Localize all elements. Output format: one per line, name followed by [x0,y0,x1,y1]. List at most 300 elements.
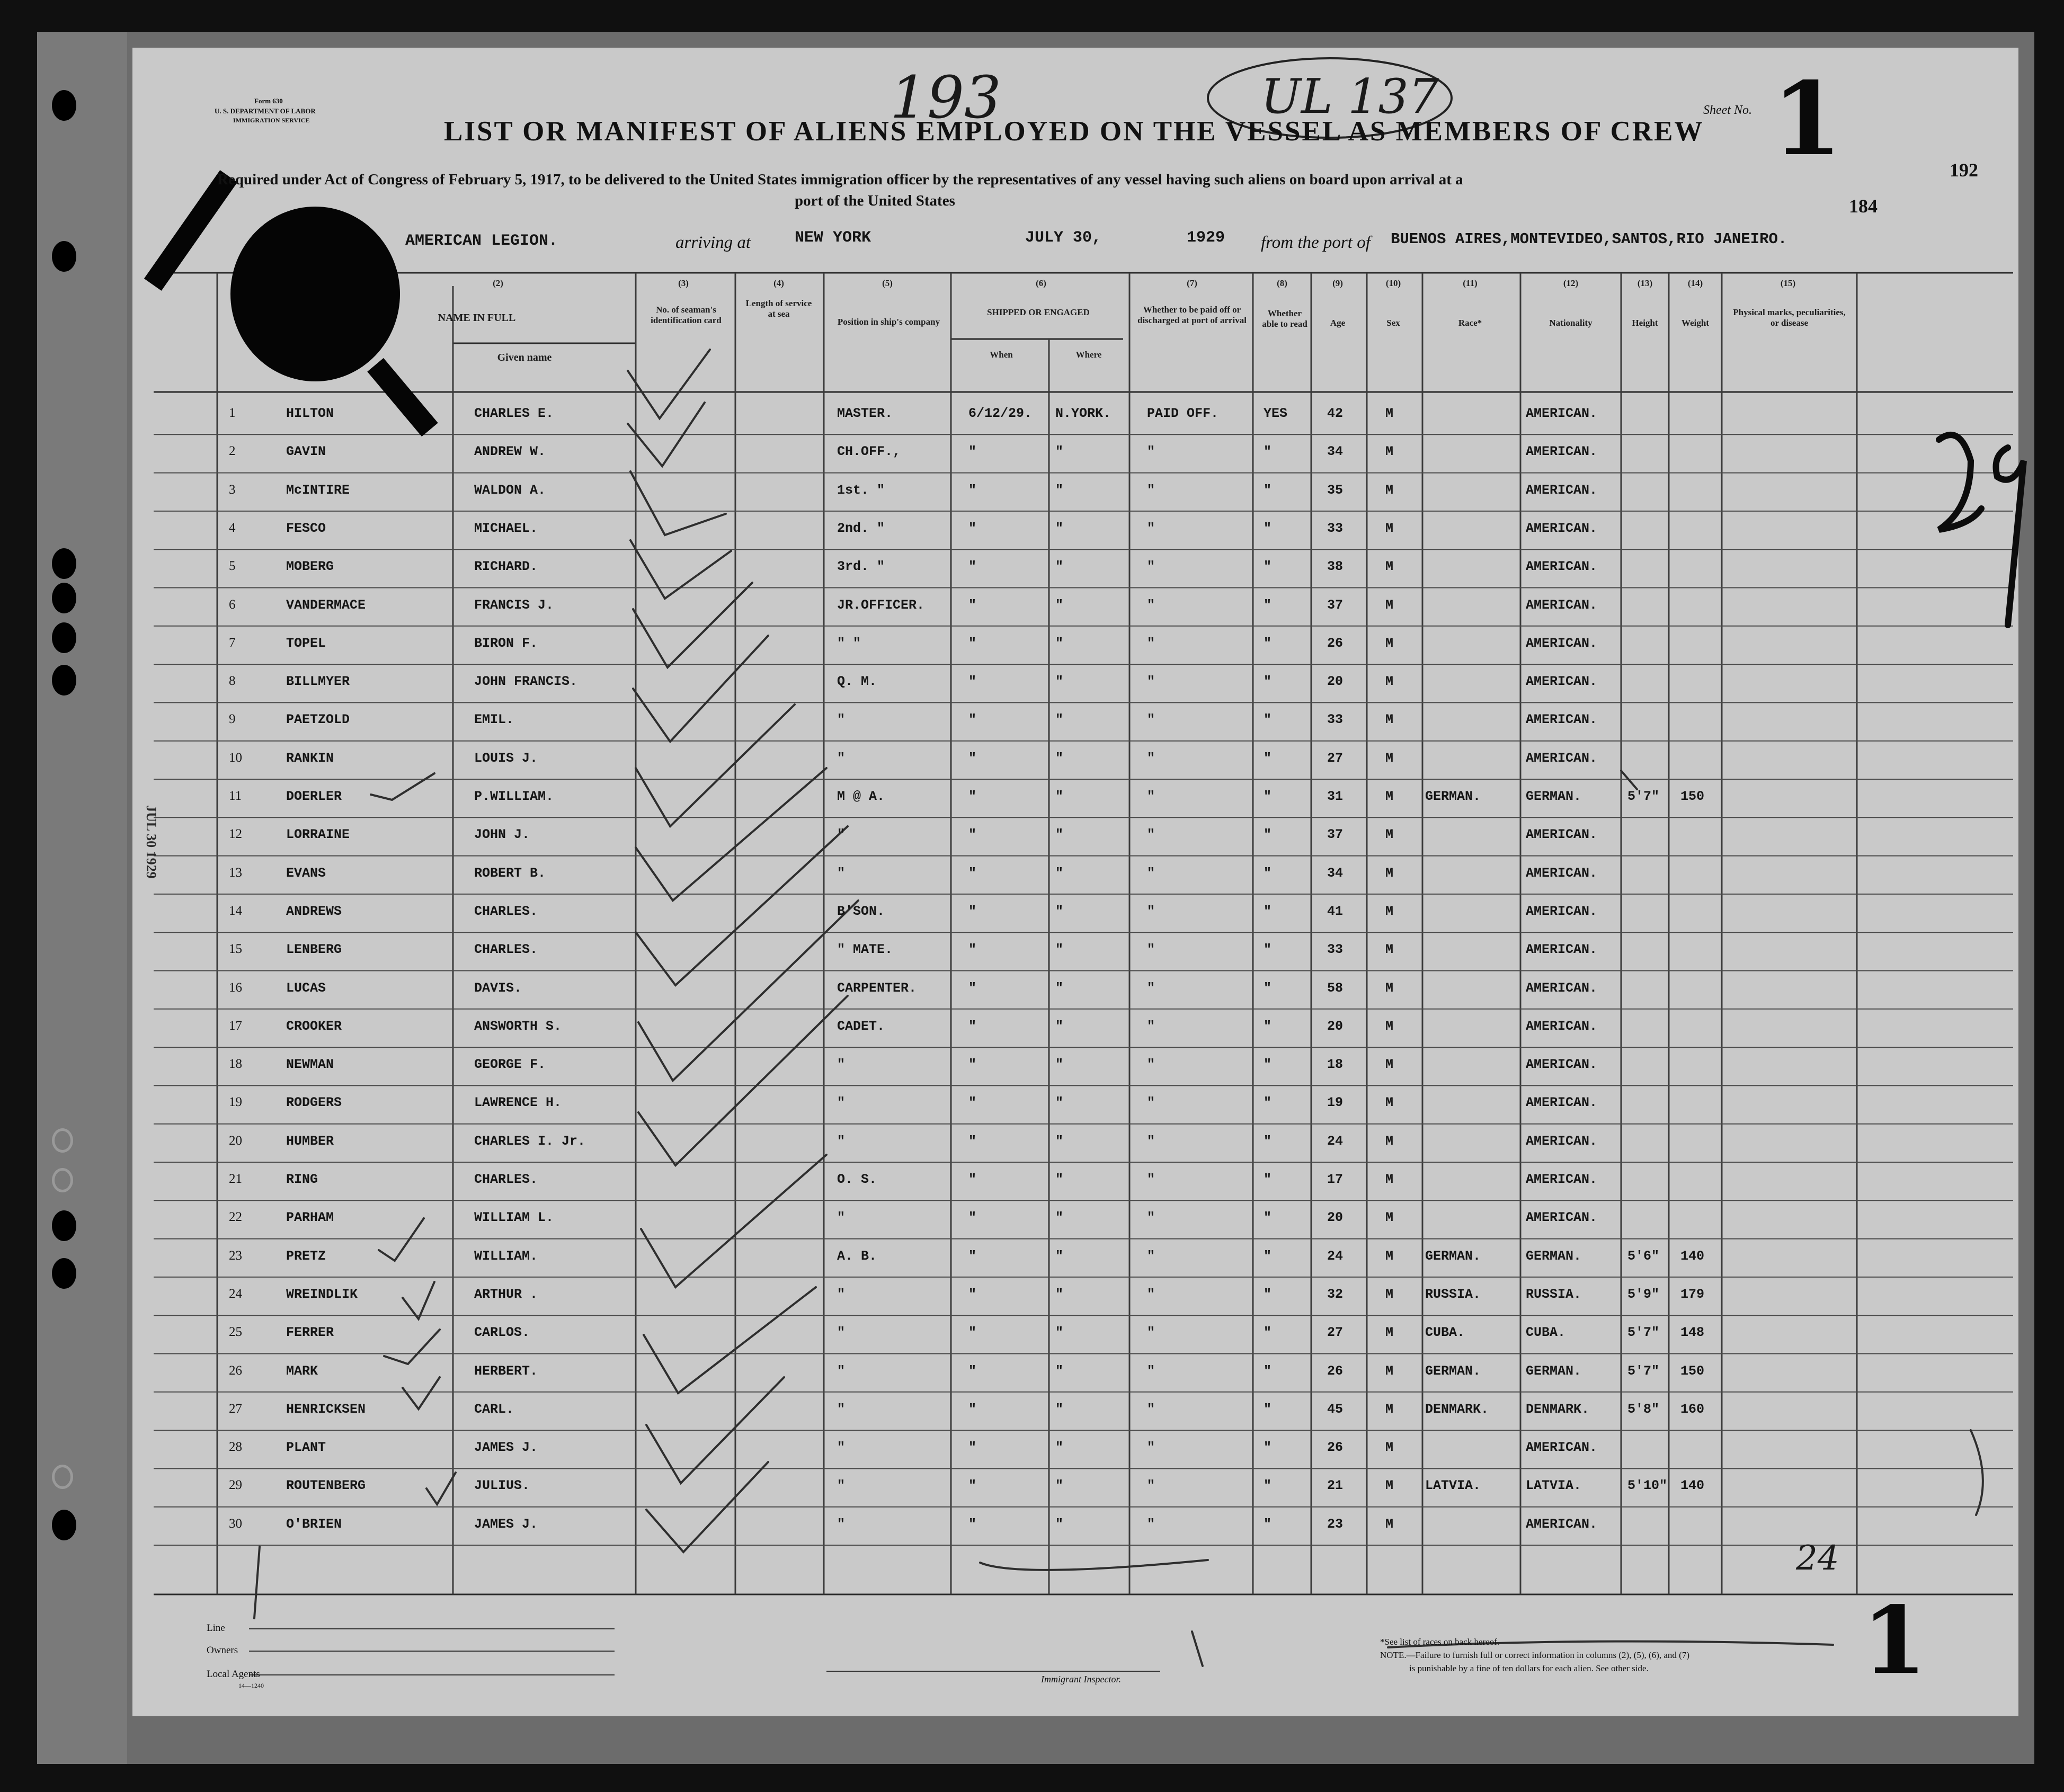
position: A. B. [837,1248,877,1264]
shipped-where: " [1055,1516,1064,1532]
nationality: AMERICAN. [1526,865,1598,881]
wax-seal [230,207,400,381]
given-name: JULIUS. [474,1478,530,1494]
paid-off: " [1147,482,1155,498]
age: 34 [1327,865,1344,881]
position: " [837,1516,846,1532]
shipped-when: " [968,1248,977,1264]
able-to-read: " [1264,1057,1272,1073]
age: 27 [1327,750,1344,766]
able-to-read: " [1264,1248,1272,1264]
shipped-where: " [1055,1286,1064,1302]
shipped-where: " [1055,903,1064,919]
sex: M [1385,750,1394,766]
form-number: Form 630 [254,97,283,105]
given-name: JAMES J. [474,1440,538,1456]
family-name: ROUTENBERG [286,1478,366,1494]
family-name: EVANS [286,865,326,881]
col-15-header: Physical marks, peculiarities, or disease [1733,307,1846,328]
subtitle-line-1: Required under Act of Congress of February 5, 1917, to be delivered to the United States immigration officer by the representatives of any vessel having such aliens on board upon arrival at a [217,171,1463,188]
nationality: AMERICAN. [1526,1095,1598,1111]
shipped-where: " [1055,1363,1064,1379]
row-number: 25 [229,1325,242,1340]
position: " MATE. [837,942,893,958]
col-7-number: (7) [1187,278,1197,288]
able-to-read: " [1264,1172,1272,1187]
paid-off: " [1147,1363,1155,1379]
row-number: 3 [229,482,236,497]
paid-off: " [1147,597,1155,613]
shipped-when: " [968,1478,977,1494]
given-name: LOUIS J. [474,750,538,766]
age: 26 [1327,1363,1344,1379]
able-to-read: " [1264,942,1272,958]
age: 20 [1327,1018,1344,1034]
shipped-where: " [1055,942,1064,958]
able-to-read: " [1264,903,1272,919]
shipped-when: " [968,559,977,575]
date-stamp: JUL 30 1929 [144,805,159,879]
shipped-where: " [1055,827,1064,843]
height: 5'8" [1627,1401,1660,1417]
row-number: 28 [229,1440,242,1455]
age: 21 [1327,1478,1344,1494]
row-number: 30 [229,1516,242,1531]
family-name: RODGERS [286,1095,342,1111]
col-13-header: Height [1632,318,1658,328]
family-name: FESCO [286,520,326,536]
row-number: 6 [229,597,236,612]
weight: 150 [1680,1363,1705,1379]
col-8-header: Whether able to read [1262,308,1307,329]
shipped-where: " [1055,1440,1064,1456]
position: " [837,1325,846,1341]
shipped-when: " [968,1325,977,1341]
row-number: 18 [229,1057,242,1072]
given-name: JAMES J. [474,1516,538,1532]
able-to-read: " [1264,827,1272,843]
race: CUBA. [1425,1325,1465,1341]
height: 5'7" [1627,1363,1660,1379]
shipped-when: " [968,1363,977,1379]
sex: M [1385,1133,1394,1149]
given-name: WILLIAM. [474,1248,538,1264]
family-name: NEWMAN [286,1057,334,1073]
nationality: AMERICAN. [1526,520,1598,536]
shipped-where: " [1055,520,1064,536]
paid-off: " [1147,1478,1155,1494]
col-10-number: (10) [1385,278,1401,288]
height: 5'7" [1627,789,1660,804]
shipped-where: N.YORK. [1055,406,1111,421]
family-name: RANKIN [286,750,334,766]
age: 34 [1327,444,1344,460]
weight: 179 [1680,1286,1705,1302]
paid-off: " [1147,942,1155,958]
able-to-read: " [1264,444,1272,460]
given-name: EMIL. [474,712,514,728]
paid-off: " [1147,1057,1155,1073]
paid-off: " [1147,1325,1155,1341]
sex: M [1385,597,1394,613]
nationality: DENMARK. [1526,1401,1590,1417]
paid-off: " [1147,520,1155,536]
able-to-read: " [1264,1516,1272,1532]
sex: M [1385,674,1394,690]
position: " [837,1286,846,1302]
given-name: CHARLES. [474,942,538,958]
family-name: LENBERG [286,942,342,958]
given-name: P.WILLIAM. [474,789,554,804]
paid-off: " [1147,1286,1155,1302]
position: " [837,1401,846,1417]
nationality: AMERICAN. [1526,482,1598,498]
nationality: AMERICAN. [1526,903,1598,919]
position: " [837,1133,846,1149]
sex: M [1385,903,1394,919]
able-to-read: " [1264,789,1272,804]
nationality: AMERICAN. [1526,750,1598,766]
age: 37 [1327,597,1344,613]
nationality: AMERICAN. [1526,1440,1598,1456]
shipped-when: " [968,444,977,460]
paid-off: " [1147,789,1155,804]
shipped-where: " [1055,597,1064,613]
nationality: AMERICAN. [1526,712,1598,728]
given-name: GEORGE F. [474,1057,546,1073]
able-to-read: " [1264,1210,1272,1226]
shipped-when: " [968,1516,977,1532]
row-number: 12 [229,827,242,842]
position: CH.OFF., [837,444,901,460]
row-number: 2 [229,444,236,459]
subtitle-line-2: port of the United States [795,192,955,209]
able-to-read: " [1264,1286,1272,1302]
sex: M [1385,980,1394,996]
sex: M [1385,1440,1394,1456]
race: RUSSIA. [1425,1286,1481,1302]
able-to-read: " [1264,865,1272,881]
paid-off: " [1147,1401,1155,1417]
family-name: HUMBER [286,1133,334,1149]
col-12-number: (12) [1563,278,1579,288]
family-name: BILLMYER [286,674,350,690]
given-name: CHARLES E. [474,406,554,421]
paid-off: " [1147,559,1155,575]
weight: 140 [1680,1248,1705,1264]
shipped-where: " [1055,482,1064,498]
given-name: ANDREW W. [474,444,546,460]
races-note: *See list of races on back hereof. [1380,1637,1500,1647]
able-to-read: " [1264,520,1272,536]
paid-off: " [1147,750,1155,766]
age: 24 [1327,1133,1344,1149]
given-name: CHARLES. [474,903,538,919]
row-number: 11 [229,789,242,803]
position: 2nd. " [837,520,885,536]
position: " [837,1210,846,1226]
age: 33 [1327,520,1344,536]
family-name: FERRER [286,1325,334,1341]
given-name: JOHN J. [474,827,530,843]
department: U. S. DEPARTMENT OF LABOR [215,107,316,115]
shipped-when: 6/12/29. [968,406,1033,421]
shipped-when: " [968,1210,977,1226]
sex: M [1385,1286,1394,1302]
col-14-header: Weight [1682,318,1709,328]
shipped-where: " [1055,980,1064,996]
col-9-header: Age [1330,318,1346,328]
sheet-label: Sheet No. [1703,103,1752,117]
col-3-number: (3) [678,278,689,288]
shipped-where: " [1055,865,1064,881]
age: 26 [1327,635,1344,651]
family-name: PRETZ [286,1248,326,1264]
shipped-where: " [1055,559,1064,575]
position: M @ A. [837,789,885,804]
shipped-when: " [968,1095,977,1111]
able-to-read: " [1264,1133,1272,1149]
nationality: AMERICAN. [1526,1210,1598,1226]
shipped-when: " [968,1018,977,1034]
handwritten-code: UL 137 [1261,69,1439,124]
shipped-when: " [968,674,977,690]
given-name: CHARLES I. Jr. [474,1133,586,1149]
handwritten-number: 193 [890,64,1001,131]
sex: M [1385,520,1394,536]
shipped-where: " [1055,1401,1064,1417]
family-name: WREINDLIK [286,1286,358,1302]
able-to-read: YES [1264,406,1288,421]
nationality: AMERICAN. [1526,1516,1598,1532]
given-name: RICHARD. [474,559,538,575]
nationality: RUSSIA. [1526,1286,1582,1302]
nationality: AMERICAN. [1526,942,1598,958]
family-name: HENRICKSEN [286,1401,366,1417]
paid-off: " [1147,1018,1155,1034]
handwritten-tally: 24 [1796,1539,1839,1578]
row-number: 13 [229,865,242,880]
sex: M [1385,1401,1394,1417]
able-to-read: " [1264,980,1272,996]
position: O. S. [837,1172,877,1187]
shipped-where: " [1055,1172,1064,1187]
row-number: 23 [229,1248,242,1263]
weight: 148 [1680,1325,1705,1341]
position: 1st. " [837,482,885,498]
position: " [837,712,846,728]
nationality: LATVIA. [1526,1478,1582,1494]
margin-number-192: 192 [1950,159,1978,181]
row-number: 7 [229,635,236,650]
race: GERMAN. [1425,1248,1481,1264]
family-name: GAVIN [286,444,326,460]
row-number: 16 [229,980,242,995]
age: 20 [1327,674,1344,690]
paid-off: " [1147,635,1155,651]
paid-off: " [1147,1095,1155,1111]
shipped-where: " [1055,674,1064,690]
nationality: AMERICAN. [1526,444,1598,460]
nationality: AMERICAN. [1526,635,1598,651]
col-7-header: Whether to be paid off or discharged at port of arrival [1137,305,1247,325]
col-11-header: Race* [1458,318,1482,328]
row-number: 19 [229,1095,242,1110]
row-number: 22 [229,1210,242,1225]
able-to-read: " [1264,1401,1272,1417]
age: 35 [1327,482,1344,498]
given-name: ANSWORTH S. [474,1018,562,1034]
shipped-where: " [1055,1133,1064,1149]
able-to-read: " [1264,482,1272,498]
col-4-number: (4) [773,278,784,288]
age: 58 [1327,980,1344,996]
shipped-when: " [968,1172,977,1187]
family-name: TOPEL [286,635,326,651]
row-number: 17 [229,1018,242,1033]
col-2-number: (2) [493,278,503,288]
race: DENMARK. [1425,1401,1489,1417]
shipped-where: " [1055,1325,1064,1341]
col-4-header: Length of service at sea [745,298,812,319]
shipped-where: " [1055,750,1064,766]
nationality: GERMAN. [1526,789,1582,804]
nationality: AMERICAN. [1526,1172,1598,1187]
given-name: ARTHUR . [474,1286,538,1302]
age: 33 [1327,712,1344,728]
family-name: RING [286,1172,318,1187]
shipped-where: " [1055,1018,1064,1034]
position: " [837,865,846,881]
sex: M [1385,444,1394,460]
row-number: 4 [229,520,236,535]
height: 5'10" [1627,1478,1668,1494]
family-name: CROOKER [286,1018,342,1034]
given-name: ROBERT B. [474,865,546,881]
col-15-number: (15) [1780,278,1796,288]
paid-off: " [1147,674,1155,690]
paid-off: " [1147,444,1155,460]
paid-off: " [1147,1210,1155,1226]
paid-off: " [1147,1440,1155,1456]
paid-off: " [1147,827,1155,843]
paid-off: " [1147,865,1155,881]
nationality: AMERICAN. [1526,1057,1598,1073]
sex: M [1385,1516,1394,1532]
row-number: 9 [229,712,236,727]
sex: M [1385,1172,1394,1187]
height: 5'6" [1627,1248,1660,1264]
col-8-number: (8) [1277,278,1287,288]
able-to-read: " [1264,712,1272,728]
nationality: GERMAN. [1526,1248,1582,1264]
sex: M [1385,1095,1394,1111]
row-number: 15 [229,942,242,957]
paid-off: " [1147,712,1155,728]
row-number: 21 [229,1172,242,1186]
shipped-when: " [968,712,977,728]
age: 24 [1327,1248,1344,1264]
sex: M [1385,942,1394,958]
shipped-where: " [1055,444,1064,460]
sex: M [1385,827,1394,843]
position: " [837,827,846,843]
position: CARPENTER. [837,980,917,996]
family-name: LUCAS [286,980,326,996]
shipped-when: " [968,980,977,996]
row-number: 14 [229,903,242,918]
race: GERMAN. [1425,789,1481,804]
able-to-read: " [1264,559,1272,575]
able-to-read: " [1264,1095,1272,1111]
shipped-where: " [1055,1478,1064,1494]
col-11-number: (11) [1463,278,1478,288]
able-to-read: " [1264,597,1272,613]
shipped-when: " [968,903,977,919]
shipped-when: " [968,482,977,498]
family-name: LORRAINE [286,827,350,843]
given-name: BIRON F. [474,635,538,651]
sex: M [1385,1248,1394,1264]
given-name: WALDON A. [474,482,546,498]
col-13-number: (13) [1637,278,1653,288]
row-number: 24 [229,1286,242,1301]
col-6-header: SHIPPED OR ENGAGED [987,307,1090,317]
given-name: LAWRENCE H. [474,1095,562,1111]
age: 19 [1327,1095,1344,1111]
sex: M [1385,1210,1394,1226]
given-name: CARL. [474,1401,514,1417]
position: " [837,1363,846,1379]
vessel-name: AMERICAN LEGION. [405,232,558,250]
age: 17 [1327,1172,1344,1187]
paid-off: " [1147,1248,1155,1264]
row-number: 20 [229,1133,242,1148]
able-to-read: " [1264,1363,1272,1379]
col-2-given-header: Given name [497,352,552,363]
nationality: AMERICAN. [1526,1018,1598,1034]
family-name: MOBERG [286,559,334,575]
sex: M [1385,1325,1394,1341]
able-to-read: " [1264,674,1272,690]
shipped-when: " [968,942,977,958]
shipped-when: " [968,865,977,881]
sex: M [1385,789,1394,804]
age: 27 [1327,1325,1344,1341]
given-name: FRANCIS J. [474,597,554,613]
position: JR.OFFICER. [837,597,925,613]
age: 33 [1327,942,1344,958]
shipped-when: " [968,597,977,613]
paid-off: " [1147,1133,1155,1149]
col-9-number: (9) [1332,278,1343,288]
arrival-port: NEW YORK [795,229,871,247]
nationality: AMERICAN. [1526,597,1598,613]
col-12-header: Nationality [1549,318,1593,328]
able-to-read: " [1264,1018,1272,1034]
position: " [837,1057,846,1073]
shipped-when: " [968,1133,977,1149]
row-number: 26 [229,1363,242,1378]
age: 32 [1327,1286,1344,1302]
shipped-when: " [968,789,977,804]
nationality: GERMAN. [1526,1363,1582,1379]
footer-line-label: Line [207,1622,225,1634]
age: 18 [1327,1057,1344,1073]
col-3-header: No. of seaman's identification card [651,305,722,325]
age: 37 [1327,827,1344,843]
family-name: VANDERMACE [286,597,366,613]
